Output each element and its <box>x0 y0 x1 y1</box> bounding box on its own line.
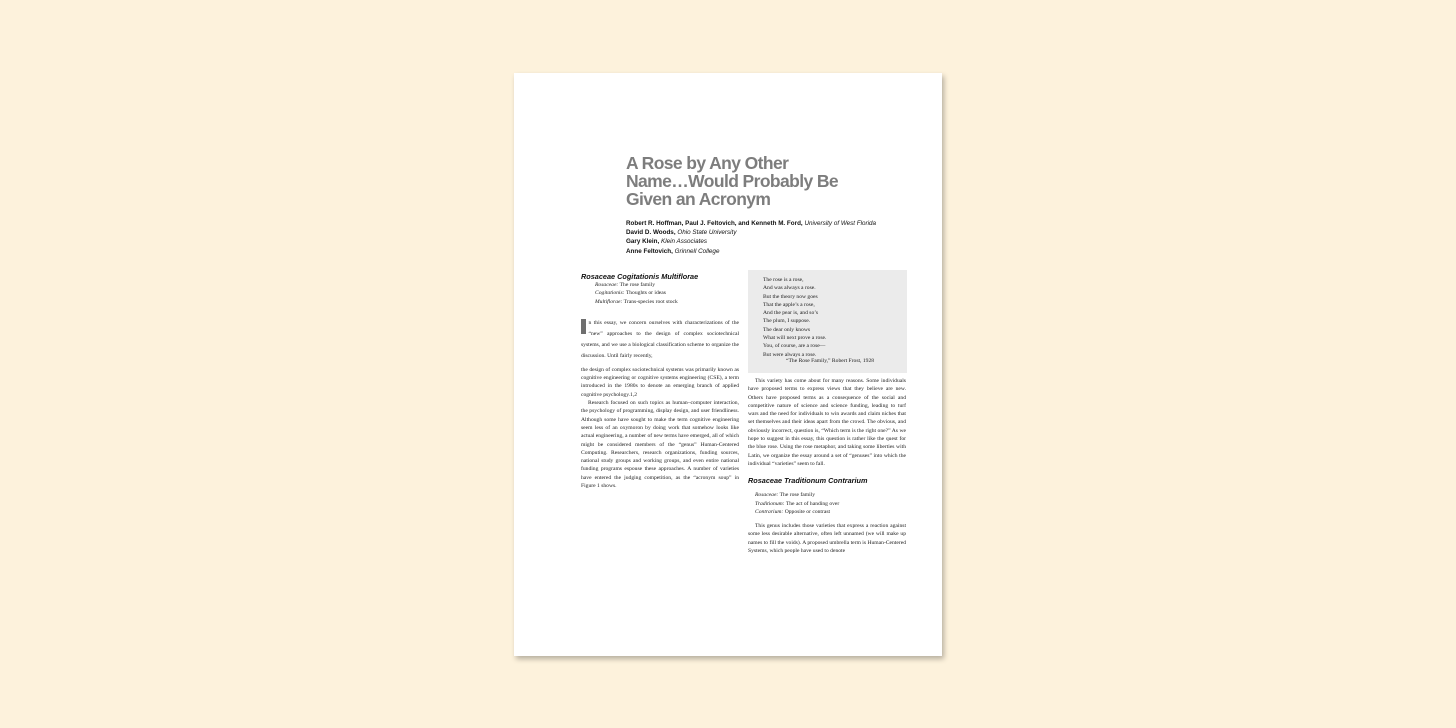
poem-line: The rose is a rose, <box>763 277 804 283</box>
right-column <box>748 377 906 555</box>
poem-line: And the pear is, and so’s <box>763 310 818 317</box>
poem-line: But the theory now goes <box>763 293 818 300</box>
author-affiliation: University of West Florida <box>804 220 877 227</box>
title-line: Name…Would Probably Be <box>626 171 839 191</box>
author-line <box>626 228 926 237</box>
poem-line: The dear only knows <box>763 326 811 333</box>
poem-sidebar <box>748 270 907 373</box>
poem-line: That the apple’s a rose, <box>763 301 815 308</box>
definition-list <box>755 491 906 516</box>
author-names: Anne Feltovich, <box>626 247 673 255</box>
author-affiliation: Klein Associates <box>661 238 707 246</box>
poem-lines <box>763 276 826 359</box>
section-heading: Rosaceae Cogitationis Multiflorae <box>581 272 699 281</box>
document-page <box>514 73 942 656</box>
author-names: Gary Klein, <box>626 238 660 246</box>
author-line <box>626 247 926 256</box>
title-line: Given an Acronym <box>626 189 771 209</box>
body-paragraph: the design of complex sociotechnical systems was primarily known as cognitive engineering or cognitive systems engineering (CSE), a term introduced in the 1980s to denote an emerging branch of applied cognitive psychology.1,2 <box>581 366 739 398</box>
article-title <box>626 154 916 208</box>
definition: Cogitationis: Thoughts or ideas <box>595 290 666 297</box>
poem-line: The plum, I suppose. <box>763 318 811 325</box>
body-paragraph: This genus includes those varieties that express a reaction against some less desirable alternative, often left unnamed (we will make up names to fill the voids). A proposed umbrella term is Human-Centered Systems, which people have used to denote <box>748 523 906 555</box>
left-column <box>581 272 739 490</box>
author-list <box>626 219 926 256</box>
author-line <box>626 237 926 246</box>
body-paragraph: Research focused on such topics as human–computer interaction, the psychology of programming, display design, and user friendliness. Although some have sought to make the term cognitive engineering seem less of an oxymoron by doing work that somehow looks like actual engineering, a number of new terms have emerged, all of which might be considered members of the “genus” Human-Centered Computing. Researchers, research organizations, funding sources, national study groups and working groups, and even entire national funding programs espouse these approaches. A number of varieties have entered the judging competition, as the “acronym soup” in Figure 1 shows. <box>581 400 739 490</box>
body-paragraph: n this essay, we concern ourselves with characterizations of the “new” approaches to the design of complex sociotechnical systems, and we use a biological classification scheme to organize the discussion. Until fairly recently, <box>581 319 739 359</box>
author-names: David D. Woods, <box>626 229 676 237</box>
definition-list <box>595 281 739 306</box>
poem-line: And was always a rose. <box>763 285 816 292</box>
poem-line: But were always a rose. <box>763 351 817 358</box>
definition: Contrarium: Opposite or contrast <box>755 508 831 515</box>
poem-line: You, of course, are a rose— <box>763 343 826 350</box>
definition: Multiflorae: Trans-species root stock <box>595 298 678 305</box>
author-affiliation: Grinnell College <box>674 247 720 255</box>
author-names: Robert R. Hoffman, Paul J. Feltovich, and Kenneth M. Ford, <box>626 220 803 227</box>
author-affiliation: Ohio State University <box>677 229 737 237</box>
definition: Traditionum: The act of handing over <box>755 500 840 507</box>
poem-line: What will next prove a rose. <box>763 335 827 342</box>
poem-attribution: “The Rose Family,” Robert Frost, 1928 <box>786 358 875 364</box>
author-line <box>626 219 926 228</box>
title-line: A Rose by Any Other <box>626 153 789 173</box>
body-paragraph: This variety has come about for many reasons. Some individuals have proposed terms to express views that they believe are new. Others have proposed terms as a consequence of the social and competitive nature of science and science funding, leading to turf wars and the need for individuals to win awards and claim niches that set themselves and their ideas apart from the crowd. The obvious, and obviously incorrect, question is, “Which term is the right one?” As we hope to suggest in this essay, this question is rather like the quest for the blue rose. Using the rose metaphor, and taking some liberties with Latin, we organize the essay around a set of “genuses” into which the individual “varieties” seem to fall. <box>748 378 906 467</box>
definition: Rosaceae: The rose family <box>595 282 656 288</box>
drop-cap <box>581 319 586 334</box>
section-heading: Rosaceae Traditionum Contrarium <box>748 476 868 486</box>
definition: Rosaceae: The rose family <box>755 492 816 499</box>
